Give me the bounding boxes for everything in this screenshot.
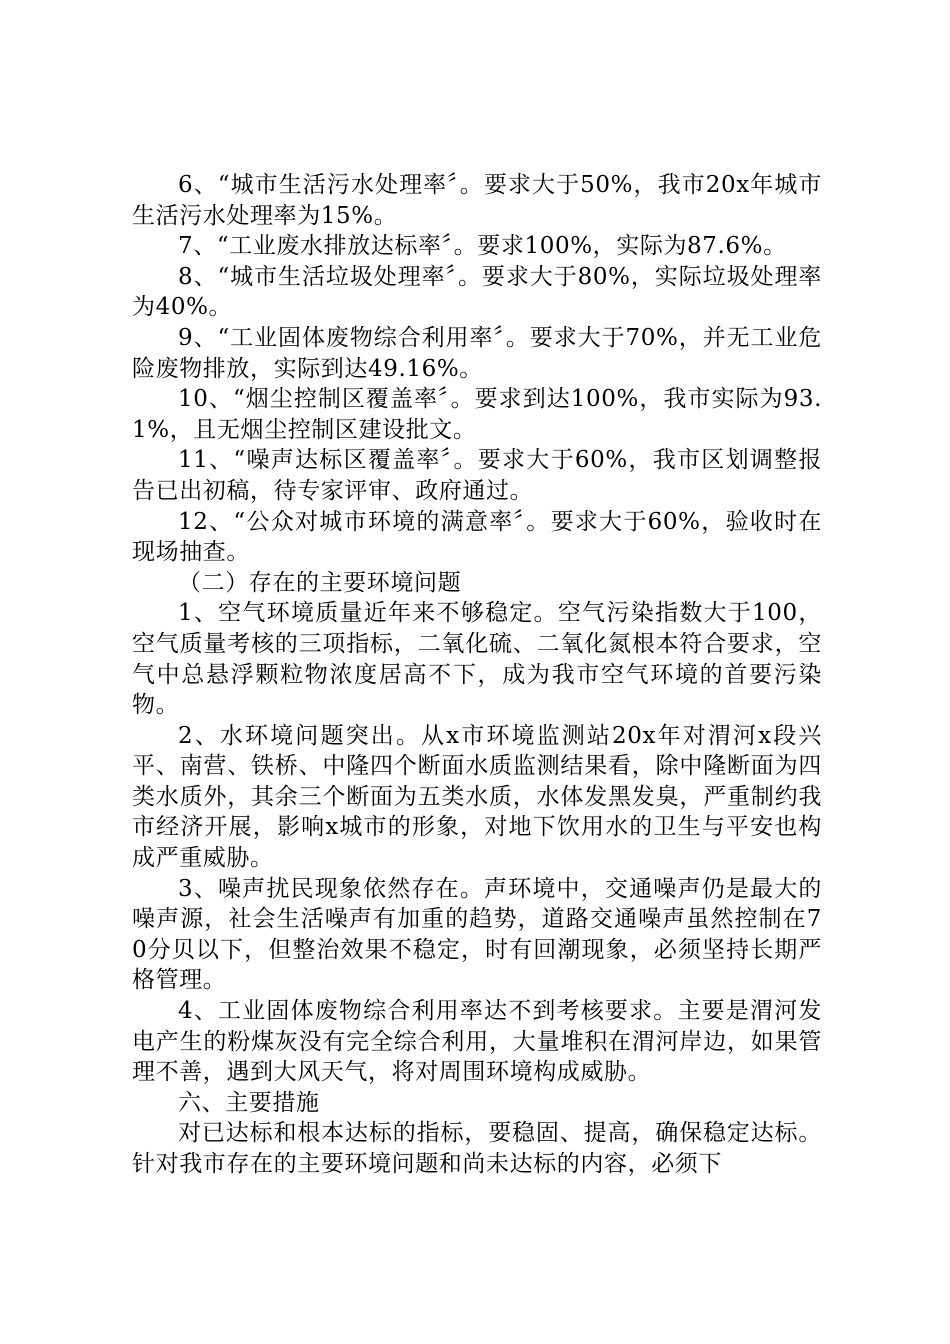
paragraph-item-8: 8、“城市生活垃圾处理率〞。要求大于80%，实际垃圾处理率为40%。 bbox=[132, 263, 822, 321]
issue-paragraph-water: 2、水环境问题突出。从x市环境监测站20x年对渭河x段兴平、南营、铁桥、中隆四个断面水质监测结果看，除中隆断面为四类水质外，其余三个断面为五类水质，水体发黑发臭，严重制约我市经济开展，影响x城市的形象，对地下饮用水的卫生与平安也构成严重威胁。 bbox=[132, 722, 822, 872]
paragraph-item-9: 9、“工业固体废物综合利用率〞。要求大于70%，并无工业危险废物排放，实际到达49.16%。 bbox=[132, 324, 822, 382]
issue-paragraph-solid-waste: 4、工业固体废物综合利用率达不到考核要求。主要是渭河发电产生的粉煤灰没有完全综合利用，大量堆积在渭河岸边，如果管理不善，遇到大风天气，将对周围环境构成威胁。 bbox=[132, 998, 822, 1086]
paragraph-item-6: 6、“城市生活污水处理率〞。要求大于50%，我市20x年城市生活污水处理率为15%。 bbox=[132, 172, 822, 229]
document-body bbox=[132, 170, 822, 1180]
paragraph-item-12: 12、“公众对城市环境的满意率〞。要求大于60%，验收时在现场抽查。 bbox=[132, 508, 822, 566]
paragraph-item-10: 10、“烟尘控制区覆盖率〞。要求到达100%，我市实际为93.1%，且无烟尘控制区建设批文。 bbox=[132, 386, 822, 443]
issue-paragraph-air: 1、空气环境质量近年来不够稳定。空气污染指数大于100，空气质量考核的三项指标，二氧化硫、二氧化氮根本符合要求，空气中总悬浮颗粒物浓度居高不下，成为我市空气环境的首要污染物。 bbox=[132, 600, 822, 719]
section-heading-measures: 六、主要措施 bbox=[178, 1089, 320, 1116]
paragraph-item-7: 7、“工业废水排放达标率〞。要求100%，实际为87.6%。 bbox=[178, 233, 787, 260]
section-heading-issues: （二）存在的主要环境问题 bbox=[178, 569, 462, 596]
paragraph-item-11: 11、“噪声达标区覆盖率〞。要求大于60%，我市区划调整报告已出初稿，待专家评审、政府通过。 bbox=[132, 447, 822, 504]
measures-paragraph: 对已达标和根本达标的指标，要稳固、提高，确保稳定达标。针对我市存在的主要环境问题和尚未达标的内容，必须下 bbox=[132, 1120, 822, 1177]
issue-paragraph-noise: 3、噪声扰民现象依然存在。声环境中，交通噪声仍是最大的噪声源，社会生活噪声有加重的趋势，道路交通噪声虽然控制在70分贝以下，但整治效果不稳定，时有回潮现象，必须坚持长期严格管理。 bbox=[132, 875, 822, 994]
